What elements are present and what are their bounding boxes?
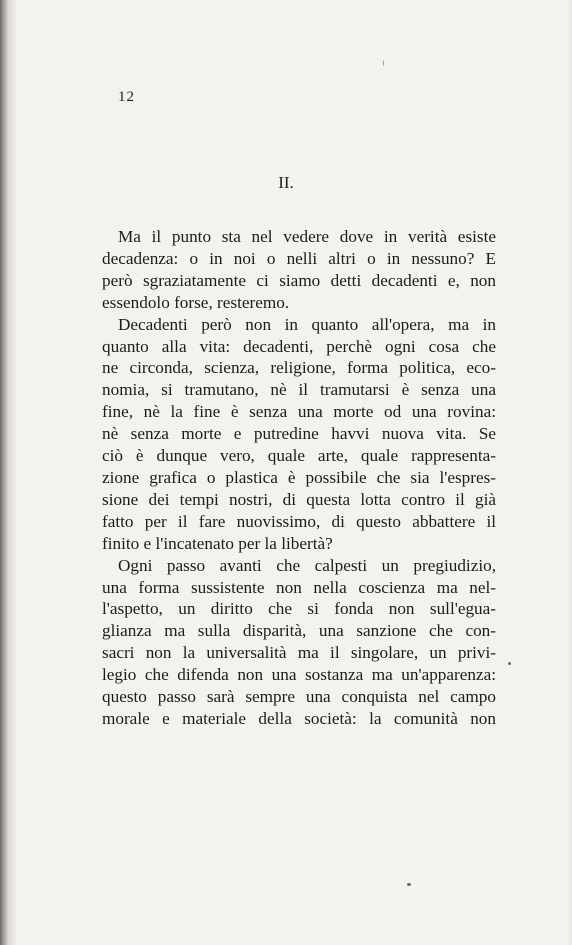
text-line: l'aspetto, un diritto che si fonda non sull'egua-	[102, 599, 496, 619]
text-line: legio che difenda non una sostanza ma un'apparenza:	[102, 665, 496, 685]
text-line: sacri non la universalità ma il singolare, un privi-	[102, 643, 496, 663]
paragraph	[102, 555, 496, 730]
paragraph	[102, 314, 496, 555]
text-line: questo passo sarà sempre una conquista nel campo	[102, 687, 496, 707]
text-line: nè senza morte e putredine havvi nuova vita. Se	[102, 424, 496, 444]
paragraph	[102, 226, 496, 314]
text-line: ciò è dunque vero, quale arte, quale rappresenta-	[102, 446, 496, 466]
text-line: morale e materiale della società: la comunità non	[102, 708, 496, 728]
text-line: una forma sussistente non nella coscienza ma nel-	[102, 577, 496, 597]
text-line: fatto per il fare nuovissimo, di questo abbattere il	[102, 511, 496, 531]
text-line: Ma il punto sta nel vedere dove in verità esiste	[118, 227, 496, 246]
text-line: Decadenti però non in quanto all'opera, ma in	[118, 314, 496, 334]
print-speck	[407, 883, 411, 886]
page-number: 12	[118, 89, 135, 105]
body-text	[102, 226, 496, 730]
text-line: glianza ma sulla disparità, una sanzione che con-	[102, 621, 496, 641]
text-line: ne circonda, scienza, religione, forma politica, eco-	[102, 358, 496, 378]
print-speck	[508, 662, 511, 665]
text-line: essendolo forse, resteremo.	[102, 292, 290, 312]
text-line: Ogni passo avanti che calpesti un pregiudizio,	[118, 555, 496, 575]
print-speck	[383, 60, 384, 66]
page-edge	[566, 0, 572, 945]
text-line: fine, nè la fine è senza una morte od una rovina:	[102, 402, 496, 422]
text-line: nomia, si tramutano, nè il tramutarsi è senza una	[102, 380, 496, 400]
text-line: quanto alla vita: decadenti, perchè ogni cosa che	[102, 336, 496, 356]
text-line: sione dei tempi nostri, di questa lotta contro il già	[102, 489, 496, 509]
text-line: decadenza: o in noi o nelli altri o in nessuno? E	[102, 248, 496, 268]
page-binding-shadow	[0, 0, 16, 945]
text-line: finito e l'incatenato per la libertà?	[102, 533, 333, 553]
text-line: zione grafica o plastica è possibile che sia l'espres-	[102, 467, 496, 487]
text-line: però sgraziatamente ci siamo detti decadenti e, non	[102, 270, 496, 290]
section-heading: II.	[278, 173, 294, 192]
